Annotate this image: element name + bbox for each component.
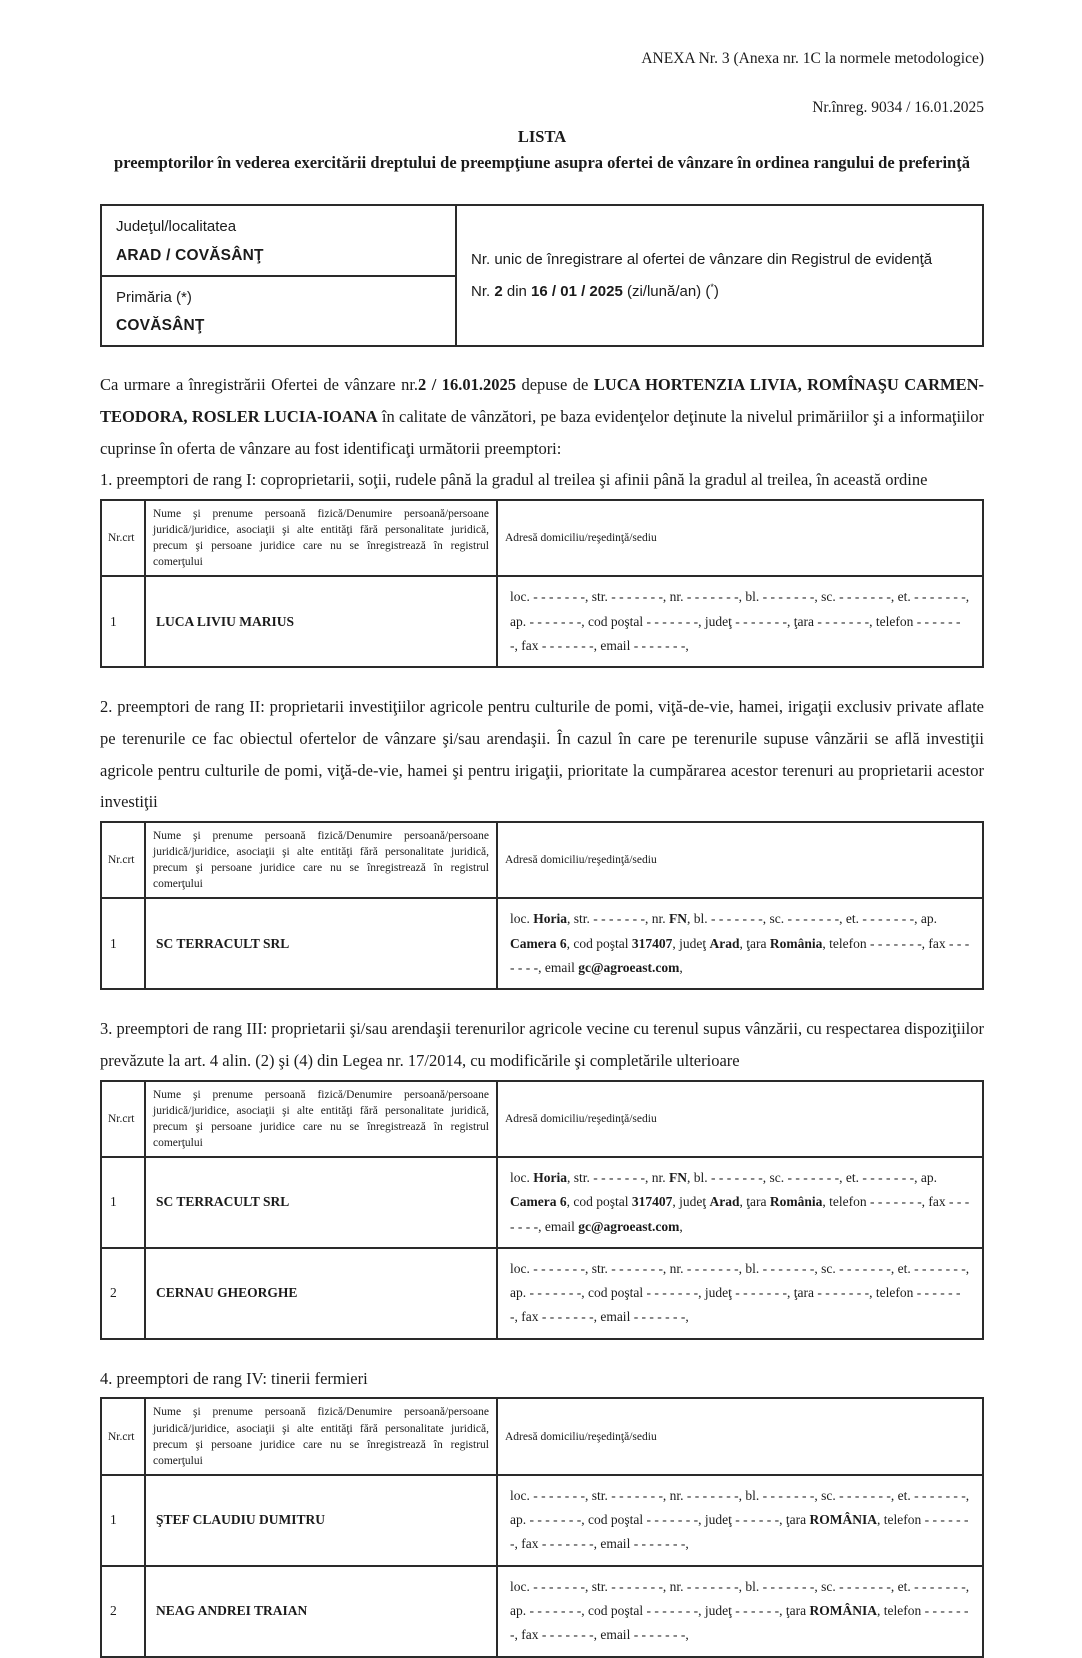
col-header-address: Adresă domiciliu/reşedinţă/sediu	[497, 1081, 983, 1157]
col-header-name: Nume şi prenume persoană fizică/Denumire persoană/persoane juridică/juridice, asociaţii şi alte entităţi fără personalitate juridică, precum şi persoane juridice care nu se înregistrează în registrul comerţului	[145, 500, 497, 576]
preemptor-address: loc. - - - - - - -, str. - - - - - - -, nr. - - - - - - -, bl. - - - - - - -, sc. - - - - - - -, et. - - - - - - -, ap. - - - - - - -, cod poştal - - - - - - -, judeţ - - - - - -, ţara ROMÂNIA, telefon - - - - - - -, fax - - - - - - -, email - - - - - - -,	[497, 1566, 983, 1657]
registru-line1: Nr. unic de înregistrare al ofertei de vânzare din Registrul de evidenţă	[471, 251, 933, 269]
section-3-heading: 3. preemptori de rang III: proprietarii şi/sau arendaşii terenurilor agricole vecine cu terenul supus vânzării, cu respectarea dispoziţiilor prevăzute la art. 4 alin. (2) şi (4) din Legea nr. 17/2014, cu modificările şi completările ulterioare	[100, 1019, 984, 1070]
preemptor-address: loc. - - - - - - -, str. - - - - - - -, nr. - - - - - - -, bl. - - - - - - -, sc. - - - - - - -, et. - - - - - - -, ap. - - - - - - -, cod poştal - - - - - - -, judeţ - - - - - - -, ţara - - - - - - -, telefon - - - - - - -, fax - - - - - - -, email - - - - - - -,	[497, 1248, 983, 1339]
preemptor-name: ŞTEF CLAUDIU DUMITRU	[145, 1475, 497, 1566]
row-number: 2	[101, 1566, 145, 1657]
preemptor-address: loc. - - - - - - -, str. - - - - - - -, nr. - - - - - - -, bl. - - - - - - -, sc. - - - - - - -, et. - - - - - - -, ap. - - - - - - -, cod poştal - - - - - - -, judeţ - - - - - - -, ţara - - - - - - -, telefon - - - - - - -, fax - - - - - - -, email - - - - - - -,	[497, 576, 983, 667]
table-row	[101, 898, 983, 989]
preemptor-name: NEAG ANDREI TRAIAN	[145, 1566, 497, 1657]
row-number: 1	[101, 1475, 145, 1566]
table-row	[101, 576, 983, 667]
col-header-address: Adresă domiciliu/reşedinţă/sediu	[497, 822, 983, 898]
col-header-name: Nume şi prenume persoană fizică/Denumire persoană/persoane juridică/juridice, asociaţii şi alte entităţi fără personalitate juridică, precum şi persoane juridice care nu se înregistrează în registrul comerţului	[145, 1081, 497, 1157]
table-header-row	[101, 1081, 983, 1157]
preemptors-table-rank-1	[100, 499, 984, 668]
table-header-row	[101, 500, 983, 576]
primaria-cell	[101, 276, 456, 347]
preemptor-name: SC TERRACULT SRL	[145, 1157, 497, 1248]
judet-label: Judeţul/localitatea	[116, 218, 237, 236]
row-number: 2	[101, 1248, 145, 1339]
row-number: 1	[101, 1157, 145, 1248]
judet-value: ARAD / COVĂSÂNŢ	[116, 246, 264, 264]
preemptor-name: SC TERRACULT SRL	[145, 898, 497, 989]
row-number: 1	[101, 898, 145, 989]
preemptor-address: loc. Horia, str. - - - - - - -, nr. FN, bl. - - - - - - -, sc. - - - - - - -, et. - - - - - - -, ap. Camera 6, cod poştal 317407, judeţ Arad, ţara România, telefon - - - - - - -, fax - - - - - - -, email gc@agroeast.com,	[497, 898, 983, 989]
col-header-name: Nume şi prenume persoană fizică/Denumire persoană/persoane juridică/juridice, asociaţii şi alte entităţi fără personalitate juridică, precum şi persoane juridice care nu se înregistrează în registrul comerţului	[145, 822, 497, 898]
col-header-nrcrt: Nr.crt	[101, 1398, 145, 1474]
col-header-address: Adresă domiciliu/reşedinţă/sediu	[497, 1398, 983, 1474]
preemptor-address: loc. Horia, str. - - - - - - -, nr. FN, bl. - - - - - - -, sc. - - - - - - -, et. - - - - - - -, ap. Camera 6, cod poştal 317407, judeţ Arad, ţara România, telefon - - - - - - -, fax - - - - - - -, email gc@agroeast.com,	[497, 1157, 983, 1248]
table-header-row	[101, 822, 983, 898]
table-row	[101, 1157, 983, 1248]
table-row	[101, 1475, 983, 1566]
table-row	[101, 1566, 983, 1657]
judet-cell	[101, 205, 456, 276]
col-header-address: Adresă domiciliu/reşedinţă/sediu	[497, 500, 983, 576]
registration-number: Nr.înreg. 9034 / 16.01.2025	[812, 99, 984, 116]
header-info-box	[100, 204, 984, 347]
page-subtitle: preemptorilor în vederea exercitării dreptului de preempţiune asupra ofertei de vânzare în ordinea rangului de preferinţă	[114, 153, 970, 172]
col-header-nrcrt: Nr.crt	[101, 822, 145, 898]
anexa-reference: ANEXA Nr. 3 (Anexa nr. 1C la normele metodologice)	[641, 50, 984, 67]
section-4-heading: 4. preemptori de rang IV: tinerii fermieri	[100, 1368, 368, 1388]
preemptors-table-rank-4	[100, 1397, 984, 1657]
primaria-label: Primăria (*)	[116, 288, 192, 306]
registru-line2: Nr. 2 din 16 / 01 / 2025 (zi/lună/an) (*)	[471, 281, 719, 300]
section-1-heading: 1. preemptori de rang I: coproprietarii, soţii, rudele până la gradul al treilea şi afinii până la gradul al treilea, în această ordine	[100, 470, 928, 490]
row-number: 1	[101, 576, 145, 667]
preemptors-table-rank-3	[100, 1080, 984, 1340]
col-header-nrcrt: Nr.crt	[101, 500, 145, 576]
col-header-nrcrt: Nr.crt	[101, 1081, 145, 1157]
page-title: LISTA	[517, 127, 567, 146]
intro-paragraph: Ca urmare a înregistrării Ofertei de vânzare nr.2 / 16.01.2025 depuse de LUCA HORTENZIA LIVIA, ROMÎNAŞU CARMEN-TEODORA, ROSLER LUCIA-IOANA în calitate de vânzători, pe baza evidenţelor deţinute la nivelul primăriilor şi a informaţiilor cuprinse în oferta de vânzare au fost identificaţi următorii preemptori:	[100, 375, 985, 458]
table-row	[101, 1248, 983, 1339]
preemptor-name: CERNAU GHEORGHE	[145, 1248, 497, 1339]
section-2-heading: 2. preemptori de rang II: proprietarii investiţiilor agricole pentru culturile de pomi, viţă-de-vie, hamei, irigaţii exclusiv private aflate pe terenurile ce fac obiectul ofertelor de vânzare şi/sau arendaşii. În cazul în care pe terenurile supuse vânzării se află investiţii agricole pentru culturile de pomi, viţă-de-vie, hamei şi pentru irigaţii, prioritate la cumpărarea acestor terenuri au proprietarii acestor investiţii	[100, 697, 984, 812]
preemptor-address: loc. - - - - - - -, str. - - - - - - -, nr. - - - - - - -, bl. - - - - - - -, sc. - - - - - - -, et. - - - - - - -, ap. - - - - - - -, cod poştal - - - - - - -, judeţ - - - - - -, ţara ROMÂNIA, telefon - - - - - - -, fax - - - - - - -, email - - - - - - -,	[497, 1475, 983, 1566]
preemptor-name: LUCA LIVIU MARIUS	[145, 576, 497, 667]
primaria-value: COVĂSÂNŢ	[116, 317, 205, 335]
preemptors-table-rank-2	[100, 821, 984, 990]
table-header-row	[101, 1398, 983, 1474]
col-header-name: Nume şi prenume persoană fizică/Denumire persoană/persoane juridică/juridice, asociaţii şi alte entităţi fără personalitate juridică, precum şi persoane juridice care nu se înregistrează în registrul comerţului	[145, 1398, 497, 1474]
registru-cell	[456, 205, 983, 346]
